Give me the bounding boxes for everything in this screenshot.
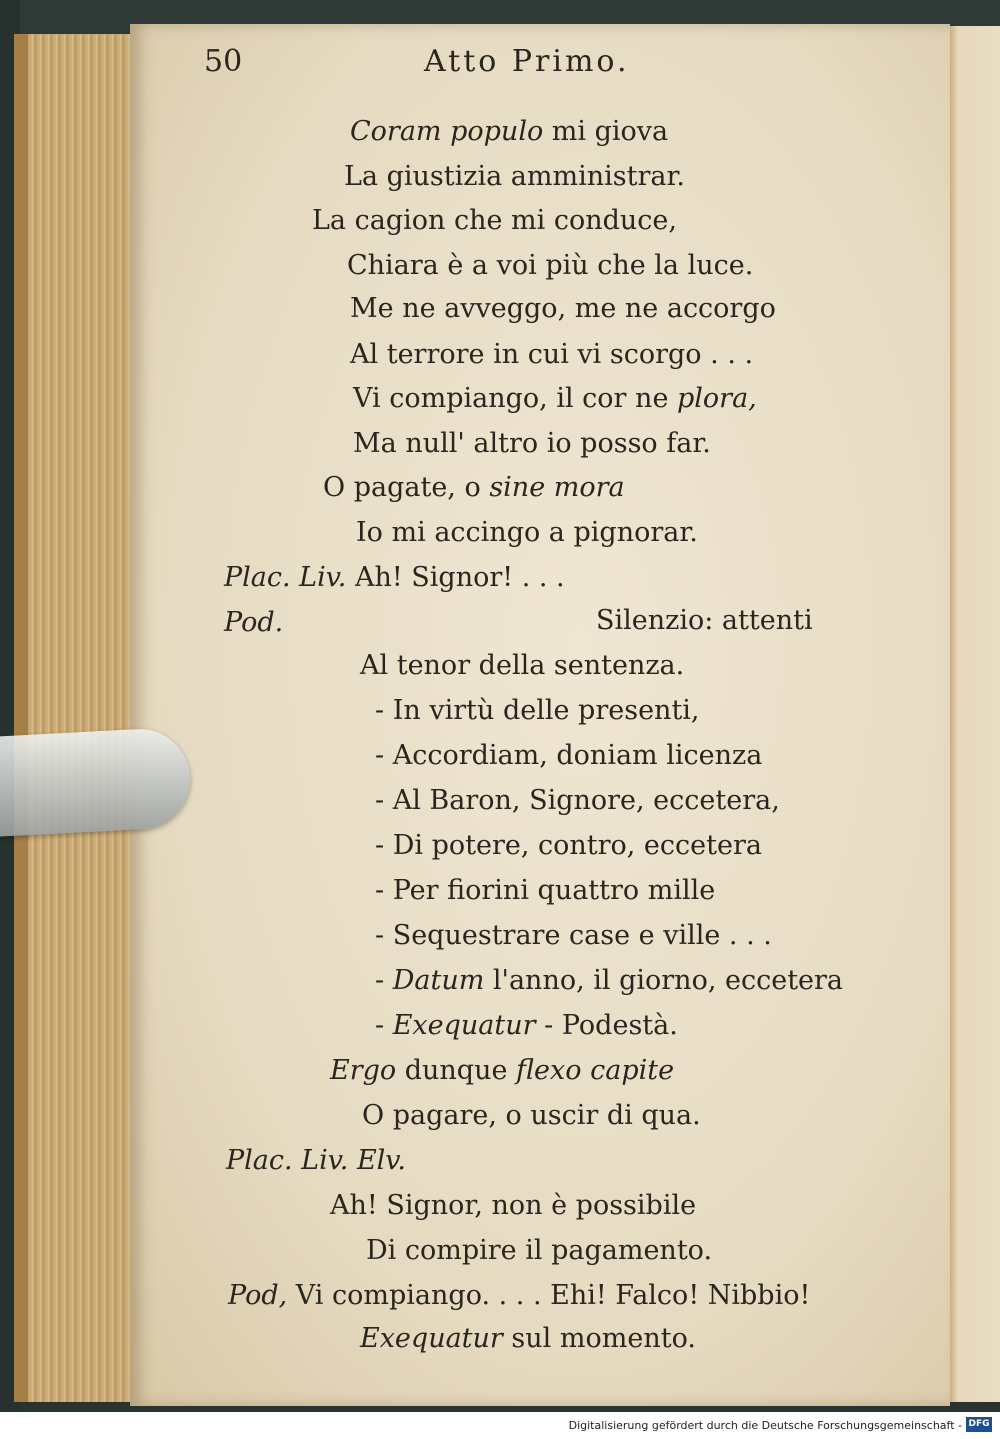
book-page-edges [14,34,144,1402]
verse-line [330,1190,696,1222]
speaker-name [224,607,283,639]
text-segment: O pagate, o [323,472,490,503]
verse-line [375,920,772,952]
verse-line [375,875,715,907]
book-right-edge [944,26,1000,1402]
italic-text-segment: Plac. Liv. Elv. [226,1145,406,1176]
verse-line [362,1100,701,1132]
text-segment: Me ne avveggo, me ne accorgo [350,293,776,324]
text-segment: Di compire il pagamento. [366,1235,713,1266]
text-segment: - Sequestrare case e ville . . . [375,920,772,951]
text-segment: Silenzio: attenti [596,605,813,636]
text-segment: mi giova [543,116,669,147]
verse-line [375,695,700,727]
verse-line [323,472,625,504]
text-segment: l'anno, il giorno, eccetera [484,965,844,996]
verse-line [375,740,762,772]
verse-line [375,785,780,817]
text-segment: Vi compiango, il cor ne [353,383,677,414]
text-segment: - [375,1010,393,1041]
italic-text-segment: Pod. [224,607,284,638]
verse-line [360,1323,696,1355]
text-segment: - Podestà. [535,1010,678,1041]
funding-credit: Digitalisierung gefördert durch die Deutsche Forschungsgemeinschaft - [568,1419,962,1432]
italic-text-segment: Ergo [330,1055,397,1086]
italic-text-segment: plora, [677,383,757,414]
verse-line [375,830,762,862]
text-segment: Ah! Signor! . . . [346,562,565,593]
text-segment: dunque [396,1055,517,1086]
italic-text-segment: sine mora [489,472,625,503]
book-cover-edge [14,34,28,1402]
verse-line [347,250,753,282]
speaker-line [224,562,565,594]
text-segment: Ah! Signor, non è possibile [330,1190,697,1221]
italic-text-segment: Exequatur [360,1323,503,1354]
verse-line [356,517,698,549]
verse-line [350,116,668,148]
text-segment: Vi compiango. . . . Ehi! Falco! Nibbio! [287,1280,811,1311]
text-segment: Io mi accingo a pignorar. [356,517,698,548]
text-segment: O pagare, o uscir di qua. [362,1100,701,1131]
verse-line [353,428,711,460]
text-segment: - Per fiorini quattro mille [375,875,716,906]
italic-text-segment: Pod, [228,1280,288,1311]
speaker-line [226,1145,406,1177]
verse-line [366,1235,712,1267]
text-segment: - [375,965,393,996]
verse-line [344,161,685,193]
text-segment: Al terrore in cui vi scorgo . . . [350,339,754,370]
text-segment: sul momento. [502,1323,696,1354]
text-segment: Ma null' altro io posso far. [353,428,711,459]
text-segment: - In virtù delle presenti, [375,695,700,726]
verse-line [312,205,677,237]
text-segment: - Accordiam, doniam licenza [375,740,763,771]
verse-line [596,605,813,637]
verse-line [360,650,684,682]
verse-line [353,383,757,415]
italic-text-segment: Exequatur [392,1010,536,1041]
book-clamp [0,727,192,838]
dfg-logo: DFG [966,1417,992,1432]
running-title: Atto Primo. [424,44,630,79]
verse-line [375,1010,678,1042]
text-segment: Al tenor della sentenza. [360,650,685,681]
italic-text-segment: Coram populo [350,116,544,147]
text-segment: - Al Baron, Signore, eccetera, [375,785,780,816]
verse-line [375,965,843,997]
text-segment: Chiara è a voi più che la luce. [347,250,754,281]
verse-line [350,339,753,371]
speaker-line [228,1280,810,1312]
italic-text-segment: flexo capite [516,1055,675,1086]
verse-line [330,1055,674,1087]
text-segment: La giustizia amministrar. [344,161,685,192]
text-segment: - Di potere, contro, eccetera [375,830,762,861]
italic-text-segment: Plac. Liv. [224,562,347,593]
italic-text-segment: Datum [392,965,485,996]
page-number: 50 [204,44,243,79]
text-segment: La cagion che mi conduce, [312,205,677,236]
verse-line [350,293,776,325]
